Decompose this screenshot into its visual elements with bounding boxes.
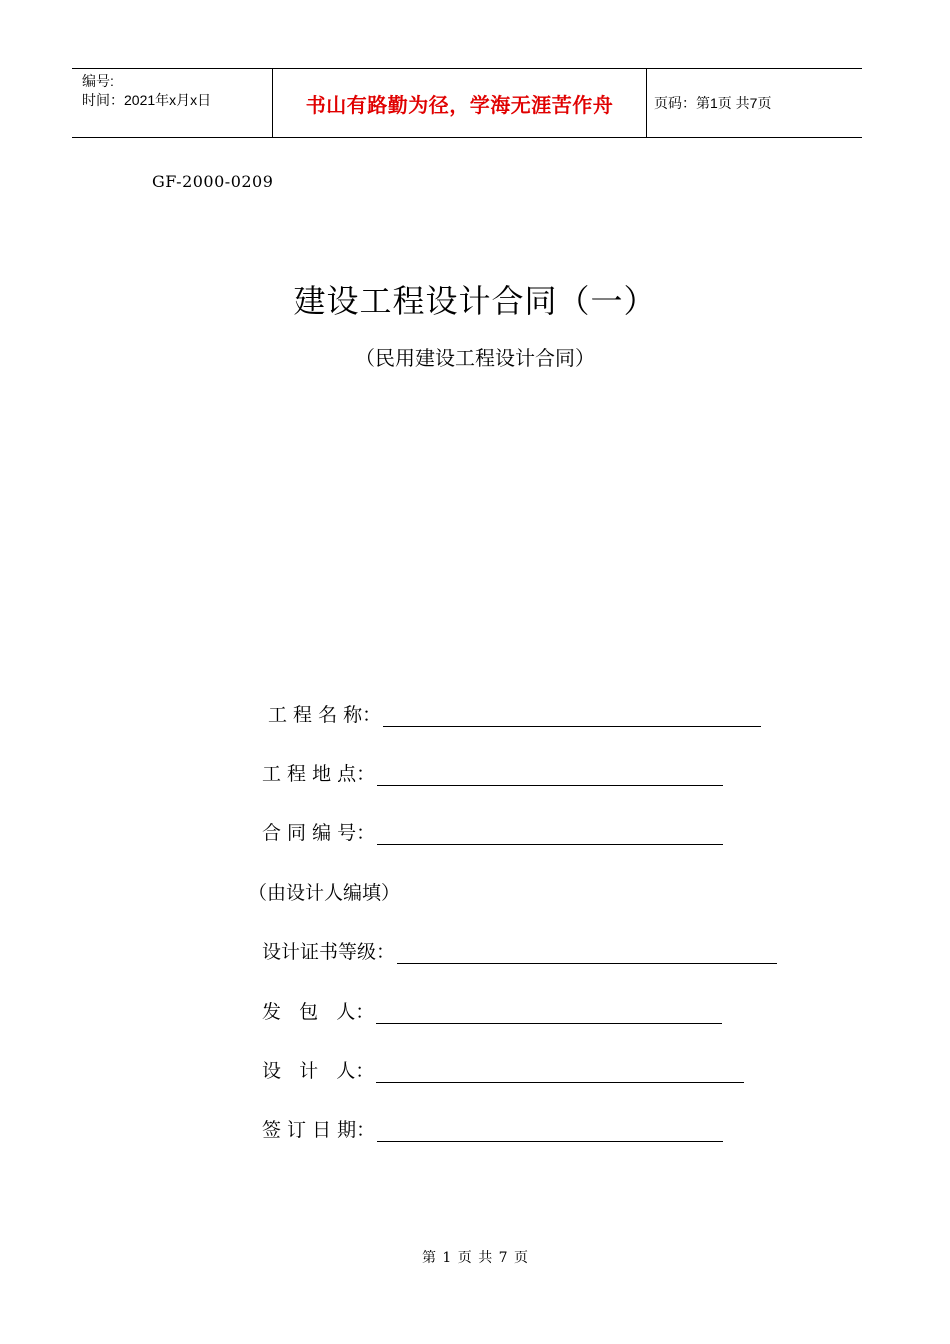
document-title: 建设工程设计合同（一） (293, 282, 657, 320)
page-footer: 第 1 页 共 7 页 (421, 1250, 529, 1266)
designer-blank[interactable] (376, 1060, 744, 1083)
sign-date-blank[interactable] (377, 1119, 723, 1142)
serial-number-label: 编号: (82, 73, 114, 89)
document-code: GF-2000-0209 (152, 172, 274, 191)
certificate-level-label: 设计证书等级： (262, 941, 396, 963)
project-name-label: 工 程 名 称： (268, 704, 382, 726)
contract-number-label: 合 同 编 号： (262, 822, 376, 844)
client-blank[interactable] (376, 1001, 722, 1024)
certificate-level-blank[interactable] (397, 941, 777, 964)
project-name-blank[interactable] (383, 704, 761, 727)
project-name-field (268, 700, 761, 727)
client-field (262, 997, 722, 1024)
designer-field (262, 1056, 744, 1083)
document-subtitle: （民用建设工程设计合同） (355, 346, 595, 370)
contract-number-blank[interactable] (377, 822, 723, 845)
project-location-field (262, 759, 723, 786)
contract-number-field (262, 818, 723, 845)
client-label: 发 包 人： (262, 1001, 375, 1023)
header-motto: 书山有路勤为径，学海无涯苦作舟 (305, 92, 614, 117)
project-location-blank[interactable] (377, 763, 723, 786)
project-location-label: 工 程 地 点： (262, 763, 376, 785)
designer-fill-note: （由设计人编填） (248, 882, 401, 904)
header-meta (82, 72, 211, 110)
sign-date-field (262, 1115, 723, 1142)
page-header (72, 68, 862, 138)
sign-date-label: 签 订 日 期： (262, 1119, 376, 1141)
header-page-info: 页码：第1页 共7页 (654, 95, 772, 111)
header-divider-right (646, 69, 647, 137)
designer-label: 设 计 人： (262, 1060, 375, 1082)
time-label: 时间：2021年x月x日 (82, 92, 212, 108)
certificate-level-field (262, 937, 777, 964)
